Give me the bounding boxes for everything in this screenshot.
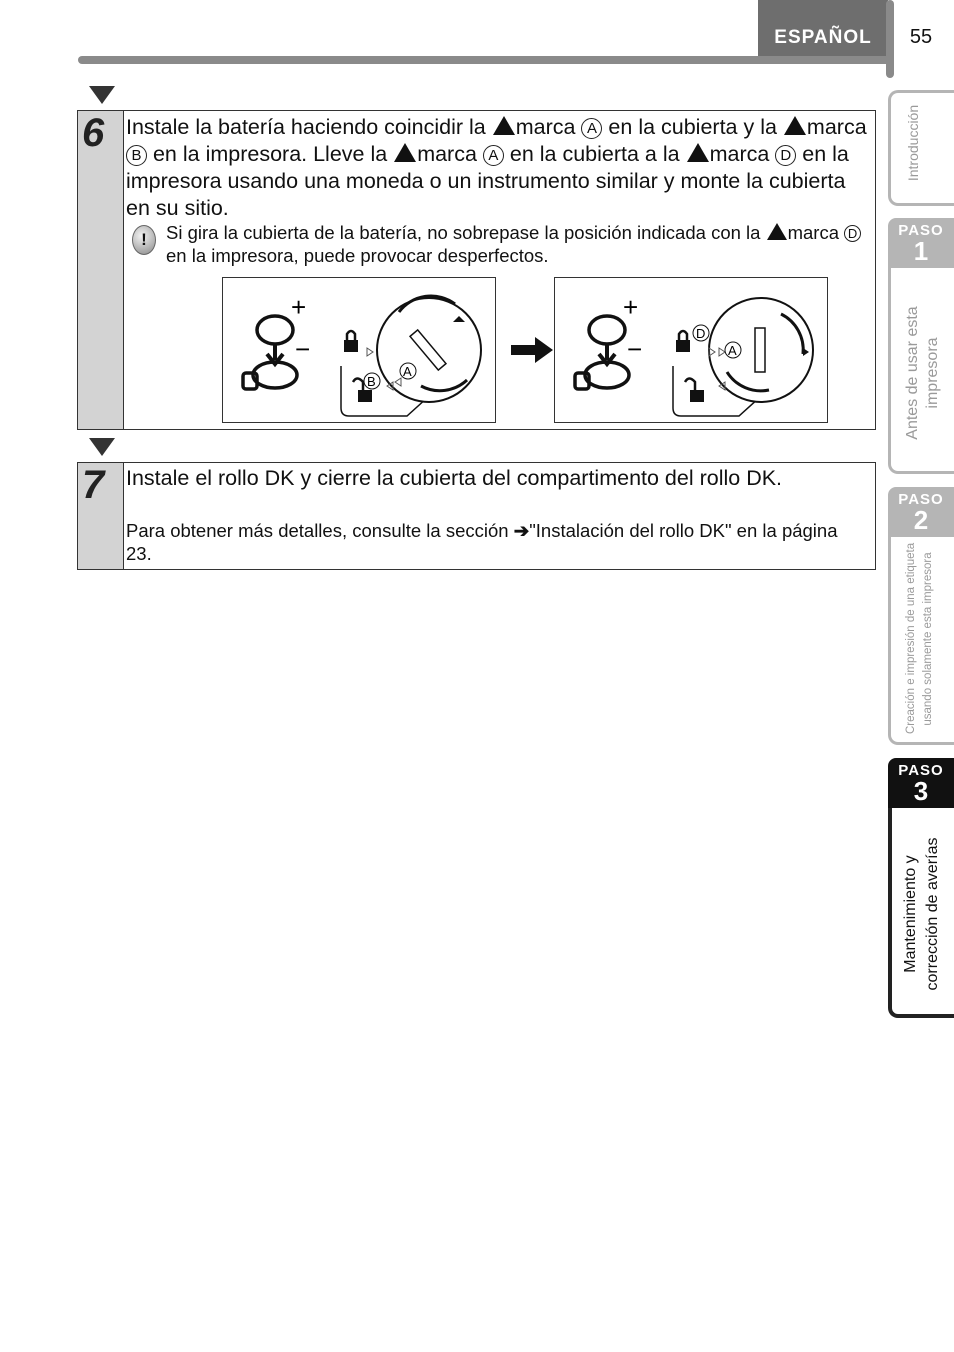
step-6-number-column: [78, 111, 124, 429]
side-tab-paso-3[interactable]: [888, 758, 954, 1018]
caution-text: [166, 221, 867, 267]
triangle-mark-icon: [687, 143, 709, 162]
step-6-instruction: [126, 114, 867, 222]
step-7-detail-2: "Instalación del rollo DK" en la página 23.: [126, 520, 838, 564]
paso-1-number: 1: [913, 236, 929, 266]
battery-cover-after-illustration: [555, 278, 827, 422]
paso-2-description: [903, 544, 937, 734]
paso-3-line-2: corrección de averías: [924, 837, 941, 991]
figure-mark-a: A: [403, 364, 412, 379]
paso-3-description: [900, 834, 944, 994]
language-label: ESPAÑOL: [774, 27, 872, 48]
triangle-mark-icon: [493, 116, 515, 135]
step-6-text-7: en la cubierta a la: [503, 142, 686, 166]
step-6-text-2: marca: [515, 115, 582, 139]
caution-text-1: Si gira la cubierta de la batería, no sobrepase la posición indicada con la: [166, 222, 766, 243]
triangle-mark-icon: [394, 143, 416, 162]
step-6-text-8: marca: [709, 142, 776, 166]
step-6-number: 6: [82, 111, 105, 155]
step-6-text-3: en la cubierta y la: [602, 115, 783, 139]
minus-sign: −: [627, 334, 643, 364]
step-7-number-column: [78, 463, 124, 569]
language-tab: [758, 0, 888, 58]
paso-1-description: [903, 293, 943, 453]
figure-mark-a: A: [728, 343, 737, 358]
triangle-mark-icon: [784, 116, 806, 135]
paso-2-label: PASO: [898, 491, 944, 508]
figure-mark-b: B: [367, 374, 376, 389]
figure-mark-d: D: [696, 326, 706, 341]
caution-text-3: en la impresora, puede provocar desperfectos.: [166, 245, 549, 266]
paso-2-header: [888, 487, 954, 537]
header-rule: [78, 56, 894, 64]
paso-3-number: 3: [913, 776, 929, 806]
caution-note: [128, 221, 867, 271]
paso-2-line-2: usando solamente esta impresora: [922, 552, 934, 726]
battery-cover-before-illustration: [223, 278, 495, 422]
reference-arrow-icon: ➔: [513, 520, 530, 541]
plus-sign: +: [623, 292, 639, 322]
step-6-text-6: marca: [417, 142, 483, 166]
step-6-text-9: en la impresora usando una moneda o un instrumento similar y monte la cubierta en su sitio.: [126, 142, 849, 220]
caution-text-2: marca: [787, 222, 845, 243]
battery-cover-figure-before: [222, 277, 496, 423]
step-7-arrow-icon: [89, 438, 115, 456]
mark-d-icon: D: [844, 225, 861, 242]
paso-2-number: 2: [913, 505, 929, 535]
paso-1-line-2: impresora: [924, 337, 941, 409]
mark-a-icon: A: [483, 145, 504, 166]
step-7-detail-1: Para obtener más detalles, consulte la sección: [126, 520, 514, 541]
side-tab-paso-2[interactable]: [888, 487, 954, 745]
step-7-box: [77, 462, 876, 570]
header-vertical-rule: [886, 0, 894, 78]
triangle-mark-icon: [767, 223, 787, 240]
paso-1-header: [888, 218, 954, 268]
mark-b-icon: B: [126, 145, 147, 166]
plus-sign: +: [291, 292, 307, 322]
step-6-box: [77, 110, 876, 430]
battery-cover-figure-after: [554, 277, 828, 423]
side-tab-intro[interactable]: [888, 90, 954, 206]
step-7-number: 7: [82, 463, 105, 507]
mark-d-icon: D: [775, 145, 796, 166]
paso-2-line-1: Creación e impresión de una etiqueta: [905, 542, 917, 734]
paso-1-line-1: Antes de usar esta: [904, 306, 921, 440]
mark-a-icon: A: [581, 118, 602, 139]
side-tab-paso-1[interactable]: [888, 218, 954, 474]
step-6-arrow-icon: [89, 86, 115, 104]
right-arrow-icon: [511, 337, 553, 368]
step-6-text-1: Instale la batería haciendo coincidir la: [126, 115, 492, 139]
page-number: 55: [909, 26, 933, 48]
step-7-detail: [126, 519, 867, 565]
side-tab-intro-label: Introducción: [905, 104, 921, 182]
step-6-text-4: marca: [806, 115, 867, 139]
caution-icon: !: [132, 225, 156, 255]
step-6-text-5: en la impresora. Lleve la: [147, 142, 394, 166]
paso-3-header: [888, 758, 954, 808]
paso-3-label: PASO: [898, 762, 944, 779]
minus-sign: −: [295, 334, 311, 364]
paso-3-line-1: Mantenimiento y: [902, 855, 919, 973]
paso-1-label: PASO: [898, 222, 944, 239]
step-7-instruction: Instale el rollo DK y cierre la cubierta del compartimento del rollo DK.: [126, 466, 783, 490]
